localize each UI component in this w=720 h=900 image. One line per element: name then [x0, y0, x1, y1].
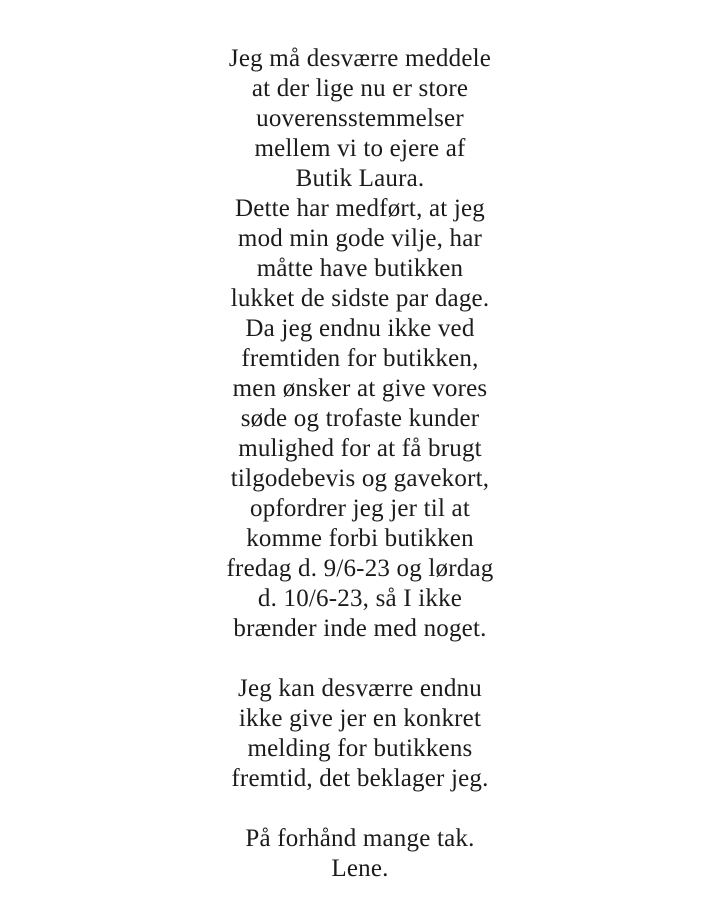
- text-line: tilgodebevis og gavekort,: [230, 465, 490, 492]
- text-line: lukket de sidste par dage.: [230, 285, 490, 312]
- text-line: søde og trofaste kunder: [240, 405, 480, 432]
- text-line: fremtid, det beklager jeg.: [231, 765, 489, 792]
- announcement-paragraph-2: [0, 674, 720, 794]
- text-line: opfordrer jeg jer til at: [250, 495, 470, 522]
- text-line: måtte have butikken: [256, 255, 464, 282]
- text-line: Jeg kan desværre endnu: [238, 675, 482, 702]
- text-line: uoverensstemmelser: [256, 105, 464, 132]
- text-line: Dette har medført, at jeg: [234, 195, 486, 222]
- text-line: komme forbi butikken: [246, 525, 474, 552]
- text-line: mod min gode vilje, har: [237, 225, 483, 252]
- text-line: mellem vi to ejere af: [254, 135, 466, 162]
- text-line: fremtiden for butikken,: [241, 345, 479, 372]
- text-line: Butik Laura.: [295, 165, 425, 192]
- announcement-paragraph-1: [0, 44, 720, 644]
- signature-line: Lene.: [331, 855, 389, 882]
- text-line: melding for butikkens: [247, 735, 473, 762]
- text-line: På forhånd mange tak.: [245, 825, 475, 852]
- text-line: fredag d. 9/6-23 og lørdag: [226, 555, 494, 582]
- text-line: at der lige nu er store: [251, 75, 469, 102]
- text-line: mulighed for at få brugt: [238, 435, 482, 462]
- text-line: brænder inde med noget.: [233, 615, 487, 642]
- text-line: d. 10/6-23, så I ikke: [257, 585, 463, 612]
- text-line: ikke give jer en konkret: [238, 705, 482, 732]
- announcement-signoff: [0, 824, 720, 884]
- text-line: men ønsker at give vores: [232, 375, 488, 402]
- text-line: Da jeg endnu ikke ved: [245, 315, 475, 342]
- text-line: Jeg må desværre meddele: [228, 45, 492, 72]
